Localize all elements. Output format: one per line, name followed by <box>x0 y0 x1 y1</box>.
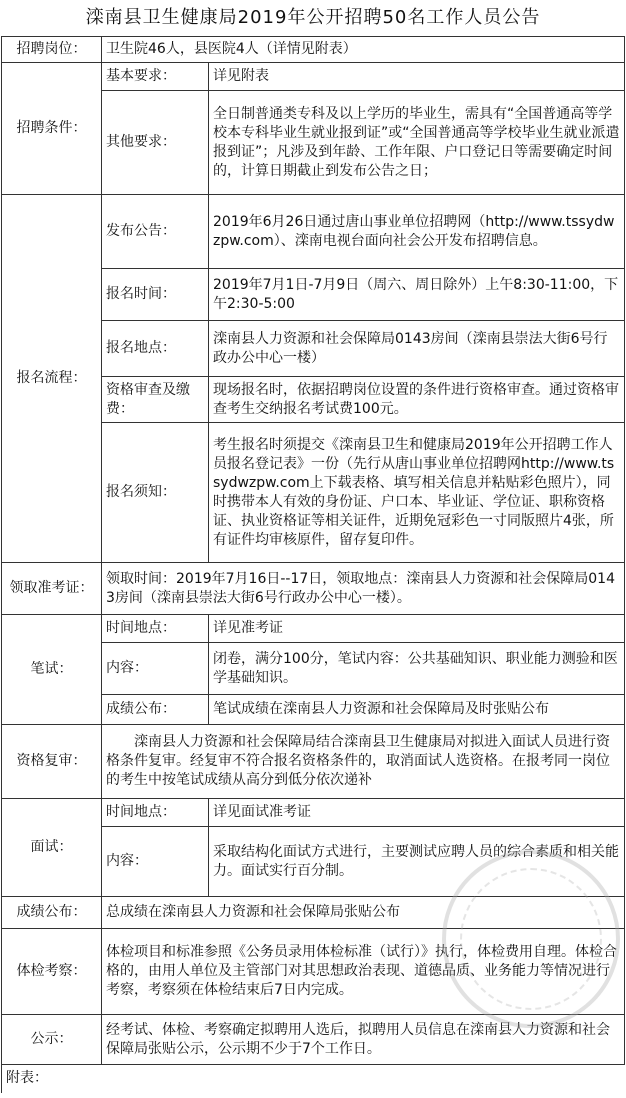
table-row <box>2 563 625 615</box>
sub-label: 时间地点： <box>102 799 209 827</box>
row-label: 报名流程： <box>2 195 102 563</box>
row-value: 2019年6月26日通过唐山事业单位招聘网（http://www.tssydwzpw.com）、滦南电视台面向社会公开发布招聘信息。 <box>209 195 625 269</box>
table-row <box>2 1065 625 1093</box>
table-row <box>2 799 625 827</box>
table-row <box>2 37 625 63</box>
row-value: 滦南县人力资源和社会保障局0143房间（滦南县崇法大街6号行政办公中心一楼） <box>209 321 625 377</box>
sub-label: 内容： <box>102 827 209 897</box>
row-value: 考生报名时须提交《滦南县卫生和健康局2019年公开招聘工作人员报名登记表》一份（先行从唐山事业单位招聘网http://www.tssydwzpw.com上下载表格、填写相关信息并粘贴彩色照片），同时携带本人有效的身份证、户口本、毕业证、学位证、职称资格证、执业资格证等相关证件，近期免冠彩色一寸同版照片4张，所有证件均审核原件，留存复印件。 <box>209 423 625 563</box>
sub-label: 成绩公布： <box>102 695 209 725</box>
table-row <box>2 195 625 269</box>
table-row <box>2 1015 625 1065</box>
row-label: 资格复审： <box>2 725 102 799</box>
row-value: 全日制普通类专科及以上学历的毕业生，需具有“全国普通高等学校本专科毕业生就业报到证”或“全国普通高等学校毕业生就业派遣报到证”；凡涉及到年龄、工作年限、户口登记日等需要确定时间的，计算日期截止到发布公告之日； <box>209 91 625 195</box>
page-title: 滦南县卫生健康局2019年公开招聘50名工作人员公告 <box>85 7 541 28</box>
row-value: 闭卷，满分100分，笔试内容：公共基础知识、职业能力测验和医学基础知识。 <box>209 643 625 695</box>
row-label: 成绩公布： <box>2 897 102 929</box>
row-label: 公示： <box>2 1015 102 1065</box>
row-value: 2019年7月1日-7月9日（周六、周日除外）上午8:30-11:00，下午2:30-5:00 <box>209 269 625 321</box>
row-value: 卫生院46人，县医院4人（详情见附表） <box>102 37 625 63</box>
table-row <box>2 63 625 91</box>
sub-label: 报名时间： <box>102 269 209 321</box>
row-value: 经考试、体检、考察确定拟聘用人选后，拟聘用人员信息在滦南县人力资源和社会保障局张贴公示，公示期不少于7个工作日。 <box>102 1015 625 1065</box>
row-value: 现场报名时，依据招聘岗位设置的条件进行资格审查。通过资格审查考生交纳报名考试费100元。 <box>209 377 625 423</box>
row-value: 采取结构化面试方式进行，主要测试应聘人员的综合素质和相关能力。面试实行百分制。 <box>209 827 625 897</box>
sub-label: 其他要求： <box>102 91 209 195</box>
sub-label: 基本要求： <box>102 63 209 91</box>
sub-label: 报名须知： <box>102 423 209 563</box>
row-value: 领取时间：2019年7月16日--17日，领取地点：滦南县人力资源和社会保障局0143房间（滦南县崇法大街6号行政办公中心一楼）。 <box>102 563 625 615</box>
row-value: 总成绩在滦南县人力资源和社会保障局张贴公布 <box>102 897 625 929</box>
table-row <box>2 929 625 1015</box>
table-row <box>2 897 625 929</box>
sub-label: 时间地点： <box>102 615 209 643</box>
row-value: 详见准考证 <box>209 615 625 643</box>
announcement-table <box>1 36 625 1093</box>
row-label: 招聘条件： <box>2 63 102 195</box>
sub-label: 内容： <box>102 643 209 695</box>
row-label: 体检考察： <box>2 929 102 1015</box>
sub-label: 报名地点： <box>102 321 209 377</box>
row-value: 详见面试准考证 <box>209 799 625 827</box>
table-row <box>2 615 625 643</box>
row-label: 领取准考证： <box>2 563 102 615</box>
row-value: 笔试成绩在滦南县人力资源和社会保障局及时张贴公布 <box>209 695 625 725</box>
row-value: 详见附表 <box>209 63 625 91</box>
row-value: 滦南县人力资源和社会保障局结合滦南县卫生健康局对拟进入面试人员进行资格条件复审。经复审不符合报名资格条件的，取消面试人选资格。在报考同一岗位的考生中按笔试成绩从高分到低分依次递补 <box>102 725 625 799</box>
row-label: 招聘岗位： <box>2 37 102 63</box>
attachment-label: 附表： <box>2 1065 625 1093</box>
sub-label: 发布公告： <box>102 195 209 269</box>
row-label: 面试： <box>2 799 102 897</box>
sub-label: 资格审查及缴费： <box>102 377 209 423</box>
row-label: 笔试： <box>2 615 102 725</box>
row-value: 体检项目和标准参照《公务员录用体检标准（试行）》执行，体检费用自理。体检合格的，由用人单位及主管部门对其思想政治表现、道德品质、业务能力等情况进行考察，考察须在体检结束后7日内完成。 <box>102 929 625 1015</box>
table-row <box>2 725 625 799</box>
